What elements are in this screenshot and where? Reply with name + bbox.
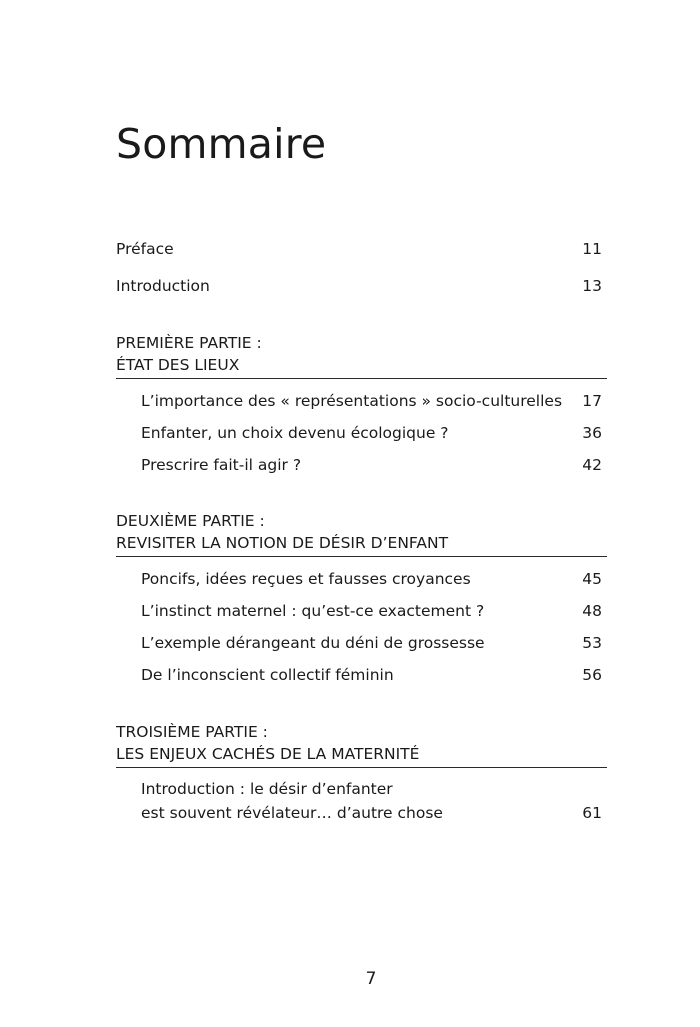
toc-entry[interactable]	[141, 600, 602, 622]
part-divider	[116, 556, 607, 557]
toc-entry-label: Prescrire fait-il agir ?	[141, 456, 302, 474]
toc-page-number: 36	[582, 424, 602, 442]
part-number: TROISIÈME PARTIE :	[116, 723, 268, 741]
toc-entry[interactable]	[141, 422, 602, 444]
folio-page-number: 7	[365, 969, 377, 989]
part-heading-3	[116, 721, 419, 765]
toc-entry-label: Introduction	[116, 277, 210, 295]
part-divider	[116, 767, 607, 768]
toc-entry-label: Introduction : le désir d’enfanter	[141, 780, 393, 798]
toc-page-number: 42	[582, 456, 602, 474]
toc-page-number: 56	[582, 666, 602, 684]
toc-page-number: 11	[582, 240, 602, 258]
toc-entry[interactable]	[141, 454, 602, 476]
toc-page-number: 53	[582, 634, 602, 652]
part-heading-2	[116, 510, 448, 554]
toc-entry[interactable]	[141, 632, 602, 654]
page-title: Sommaire	[116, 120, 327, 168]
toc-entry[interactable]	[141, 664, 602, 686]
toc-page-number: 61	[582, 804, 602, 822]
toc-entry-label: De l’inconscient collectif féminin	[141, 666, 394, 684]
toc-entry[interactable]	[141, 568, 602, 590]
toc-entry-label: Préface	[116, 240, 174, 258]
toc-entry-introduction[interactable]	[116, 275, 602, 297]
toc-entry-label: L’importance des « représentations » socio-culturelles	[141, 392, 563, 410]
toc-page-number: 17	[582, 392, 602, 410]
toc-page-number: 45	[582, 570, 602, 588]
part-number: DEUXIÈME PARTIE :	[116, 512, 265, 530]
toc-entry-line	[141, 801, 602, 825]
toc-entry-label: Poncifs, idées reçues et fausses croyances	[141, 570, 471, 588]
part-number: PREMIÈRE PARTIE :	[116, 334, 262, 352]
part-divider	[116, 378, 607, 379]
part-title: ÉTAT DES LIEUX	[116, 356, 240, 374]
part-heading-1	[116, 332, 262, 376]
toc-page-number: 13	[582, 277, 602, 295]
toc-entry-label: est souvent révélateur… d’autre chose	[141, 804, 443, 822]
toc-entry[interactable]	[141, 390, 602, 412]
toc-entry-label: L’exemple dérangeant du déni de grossesse	[141, 634, 485, 652]
toc-entry-preface[interactable]	[116, 238, 602, 260]
toc-page-number: 48	[582, 602, 602, 620]
part-title: LES ENJEUX CACHÉS DE LA MATERNITÉ	[116, 745, 420, 763]
toc-entry-label: Enfanter, un choix devenu écologique ?	[141, 424, 449, 442]
part-title: REVISITER LA NOTION DE DÉSIR D’ENFANT	[116, 534, 449, 552]
toc-entry-line	[141, 777, 602, 801]
toc-entry[interactable]	[141, 777, 602, 825]
toc-entry-label: L’instinct maternel : qu’est-ce exactement ?	[141, 602, 485, 620]
